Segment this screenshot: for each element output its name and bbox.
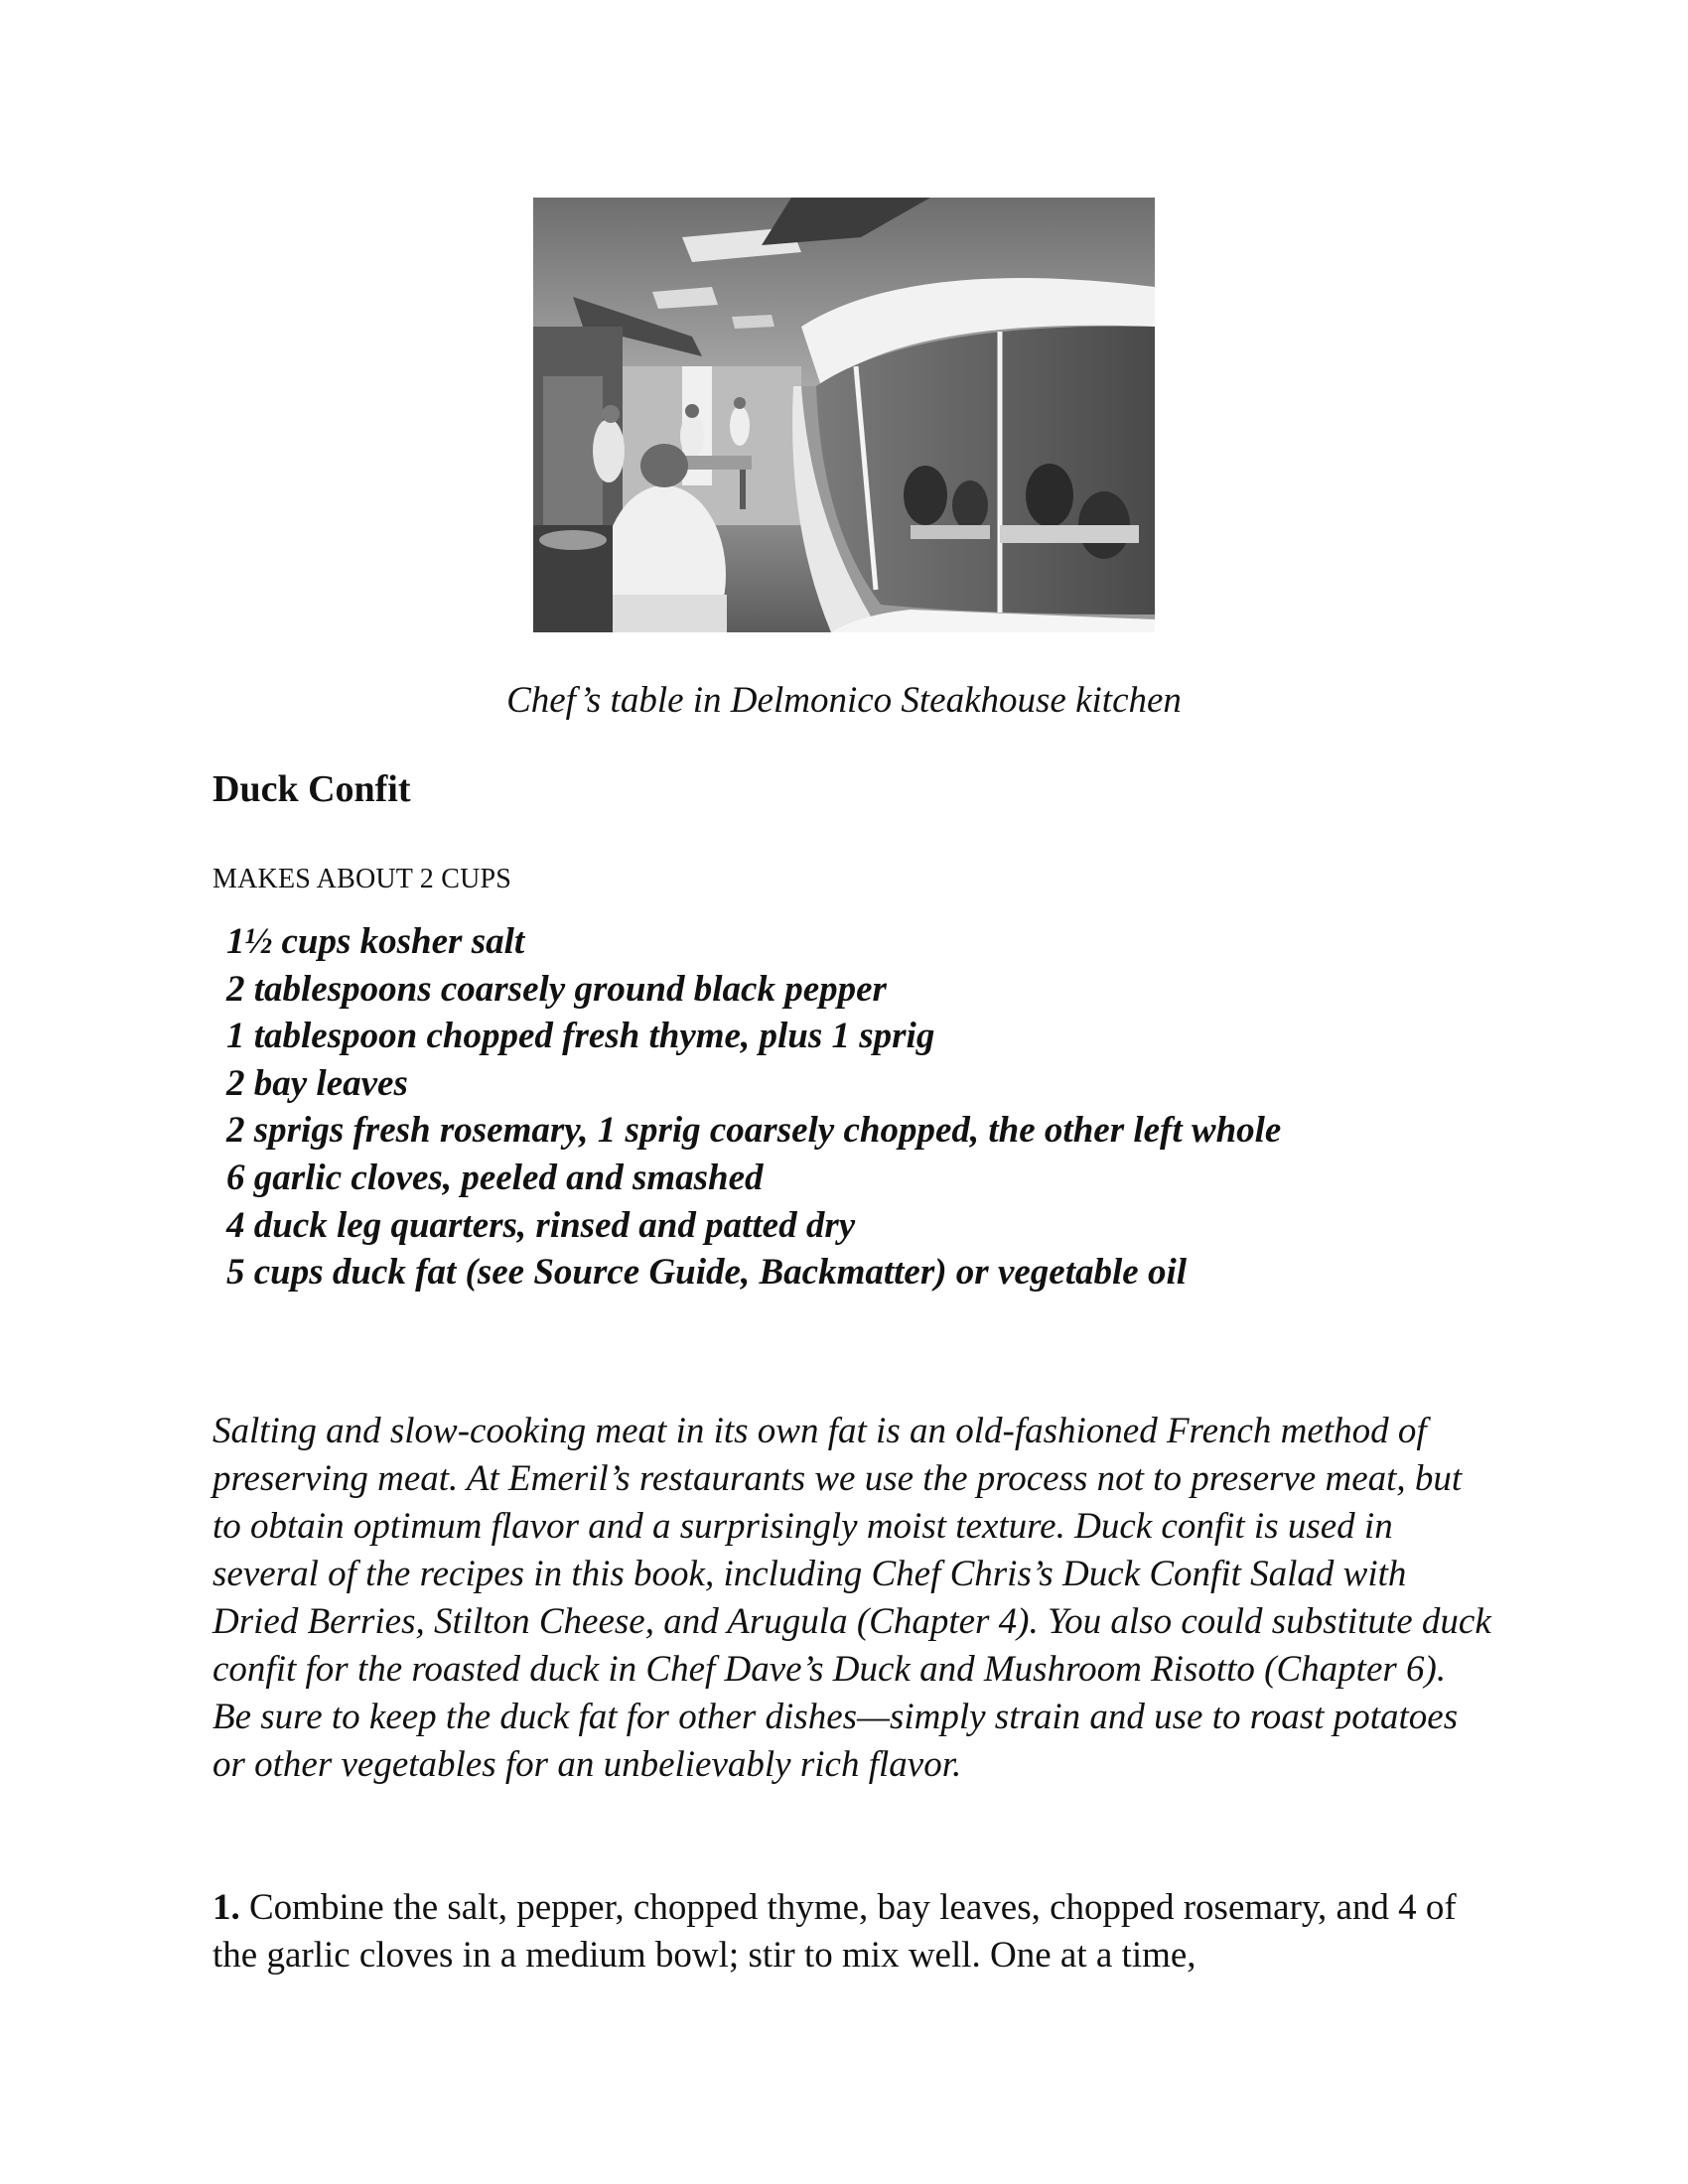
ingredient-item: 4 duck leg quarters, rinsed and patted dry xyxy=(226,1204,856,1246)
step-number: 1. xyxy=(212,1887,240,1928)
ingredient-item: 5 cups duck fat (see Source Guide, Backmatter) or vegetable oil xyxy=(226,1252,1188,1294)
ingredient-list xyxy=(226,918,1418,1297)
ingredient-item: 2 bay leaves xyxy=(226,1062,408,1104)
ingredient-item: 1 tablespoon chopped fresh thyme, plus 1 sprig xyxy=(226,1016,935,1057)
ingredient-item: 1½ cups kosher salt xyxy=(226,921,525,962)
ingredient-item: 2 sprigs fresh rosemary, 1 sprig coarsely chopped, the other left whole xyxy=(226,1110,1282,1152)
kitchen-photo xyxy=(533,198,1155,632)
ingredient-item: 6 garlic cloves, peeled and smashed xyxy=(226,1157,764,1198)
step-text: Combine the salt, pepper, chopped thyme, bay leaves, chopped rosemary, and 4 of the garlic cloves in a medium bowl; stir to mix well. One at a time, xyxy=(212,1887,1457,1976)
method-step xyxy=(212,1884,1503,1979)
recipe-title: Duck Confit xyxy=(212,768,411,810)
photo-caption: Chef’s table in Delmonico Steakhouse kitchen xyxy=(506,680,1182,721)
recipe-yield: MAKES ABOUT 2 CUPS xyxy=(212,864,512,894)
ingredient-item: 2 tablespoons coarsely ground black pepper xyxy=(226,968,887,1010)
recipe-headnote: Salting and slow-cooking meat in its own fat is an old-fashioned French method of preserving meat. At Emeril’s restaurants we use the process not to preserve meat, but to obtain optimum flavor and a surprisingly moist texture. Duck confit is used in several of the recipes in this book, including Chef Chris’s Duck Confit Salad with Dried Berries, Stilton Cheese, and Arugula (Chapter 4). You also could substitute duck confit for the roasted duck in Chef Dave’s Duck and Mushroom Risotto (Chapter 6). Be sure to keep the duck fat for other dishes—simply strain and use to roast potatoes or other vegetables for an unbelievably rich flavor. xyxy=(212,1411,1491,1785)
